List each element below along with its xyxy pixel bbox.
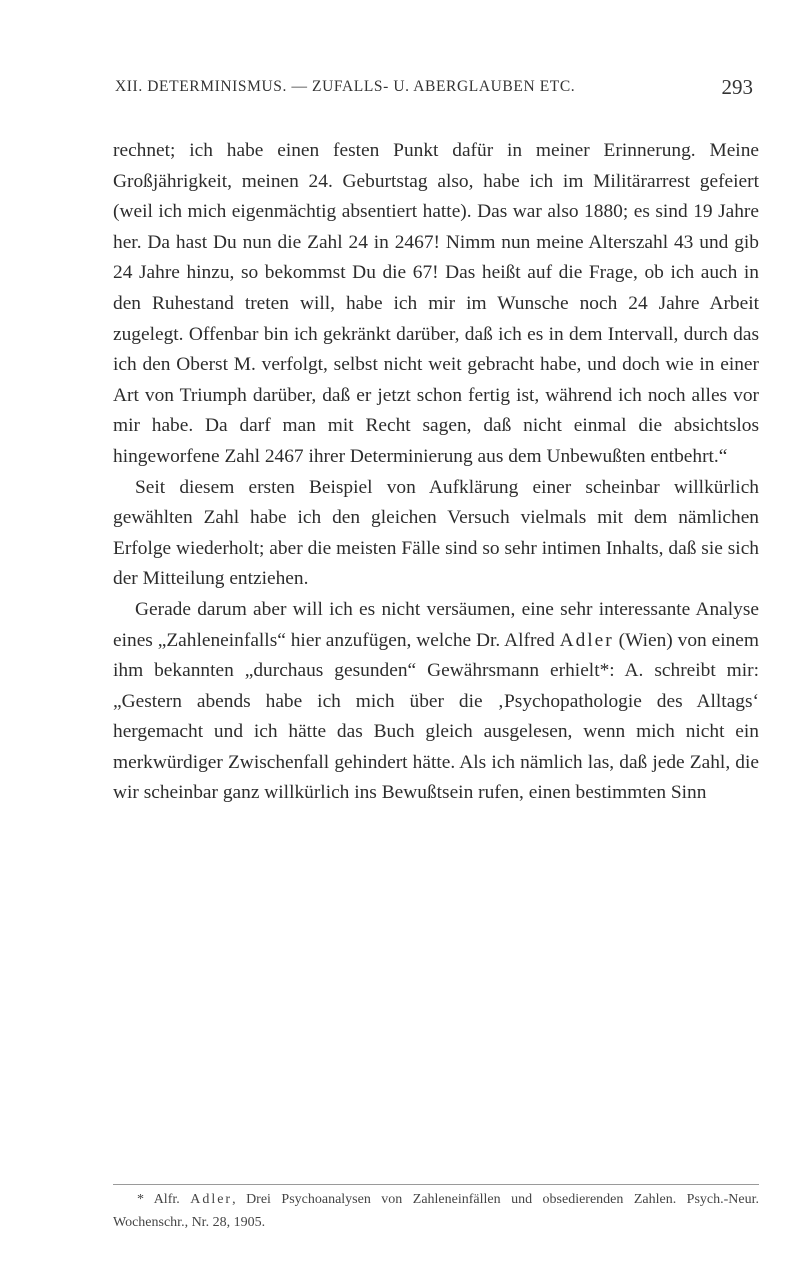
paragraph-3-text-before: Gerade darum aber will ich es nicht versäumen, eine sehr interessante Analyse eines „Zahleneinfalls“ hier anzufügen, welche Dr. Alfred [113,598,759,651]
chapter-title: XII. DETERMINISMUS. — ZUFALLS- U. ABERGLAUBEN ETC. [115,78,576,95]
page-number: 293 [721,75,753,99]
footnote-text-after: , Drei Psychoanalysen von Zahleneinfällen und obsedierenden Zahlen. Psych.-Neur. Wochenschr., Nr. 28, 1905. [113,1192,760,1230]
paragraph-3 [113,595,759,809]
footnote [113,1188,759,1234]
paragraph-3-text-after: (Wien) von einem ihm bekannten „durchaus gesunden“ Gewährsmann erhielt*: A. schreibt mir: „Gestern abends habe ich mich über die ‚Psychopathologie des Alltags‘ hergemacht und ich hätte das Buch gleich ausgelesen, wenn mich nicht ein merkwürdiger Zwischenfall gehindert hätte. Als ich nämlich las, daß jede Zahl, die wir scheinbar ganz willkürlich ins Bewußtsein rufen, einen bestimmten Sinn [113,629,759,804]
footnote-author-name: Adler [190,1192,233,1207]
main-text [113,136,759,809]
footnote-divider [113,1184,759,1185]
author-name-adler: Adler [559,629,614,651]
paragraph-2: Seit diesem ersten Beispiel von Aufklärung einer scheinbar willkürlich gewählten Zahl habe ich den gleichen Versuch vielmals mit dem nämlichen Erfolge wiederholt; aber die meisten Fälle sind so sehr intimen Inhalts, daß sie sich der Mitteilung entziehen. [113,476,759,590]
paragraph-1: rechnet; ich habe einen festen Punkt dafür in meiner Erinnerung. Meine Großjährigkeit, meinen 24. Geburtstag also, habe ich im Militärarrest gefeiert (weil ich mich eigenmächtig absentiert hatte). Das war also 1880; es sind 19 Jahre her. Da hast Du nun die Zahl 24 in 2467! Nimm nun meine Alterszahl 43 und gib 24 Jahre hinzu, so bekommst Du die 67! Das heißt auf die Frage, ob ich auch in den Ruhestand treten will, habe ich mir im Wunsche noch 24 Jahre Arbeit zugelegt. Offenbar bin ich gekränkt darüber, daß ich es in dem Intervall, durch das ich den Oberst M. verfolgt, selbst nicht weit gebracht habe, und doch wie in einer Art von Triumph darüber, daß er jetzt schon fertig ist, während ich noch alles vor mir habe. Da darf man mit Recht sagen, daß nicht einmal die absichtslos hingeworfene Zahl 2467 ihrer Determinierung aus dem Unbewußten entbehrt.“ [113,140,759,467]
footnote-text-before: * Alfr. [137,1192,191,1207]
running-header [115,75,753,104]
